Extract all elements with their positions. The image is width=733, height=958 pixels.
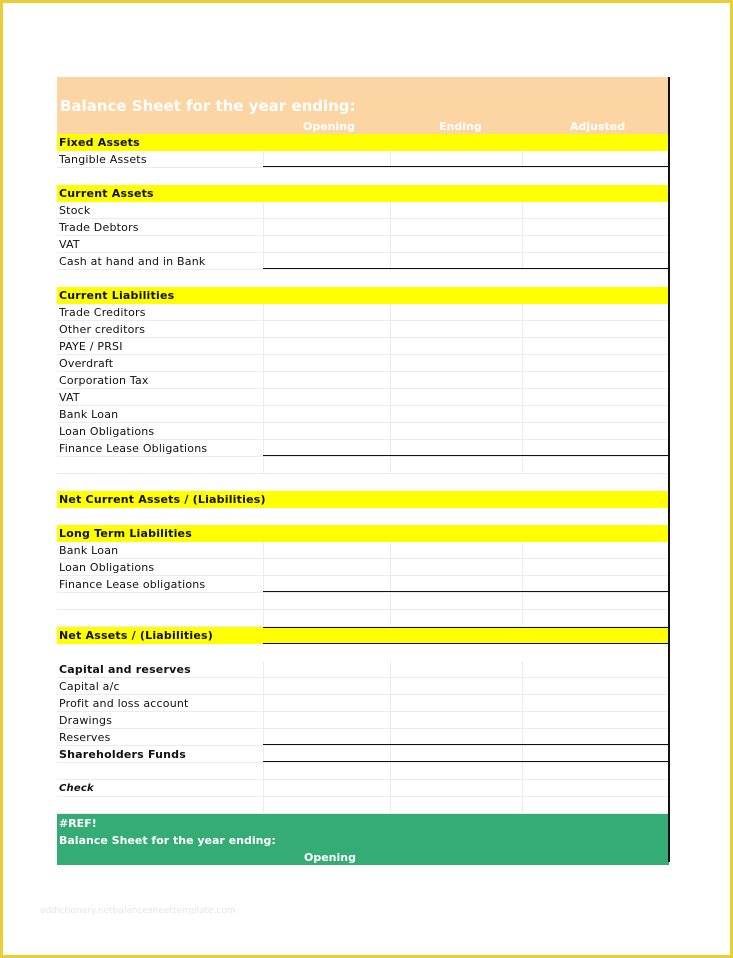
cell-divider [522, 236, 523, 252]
row-label: Loan Obligations [59, 561, 155, 574]
table-row [57, 729, 669, 746]
balance-sheet [57, 77, 669, 865]
cell-divider [390, 729, 391, 745]
table-row [57, 321, 669, 338]
table-row [57, 593, 669, 610]
row-label: VAT [59, 391, 80, 404]
row-label: Net Current Assets / (Liabilities) [59, 493, 266, 506]
cell-divider [390, 576, 391, 592]
ref-error: #REF! [59, 817, 97, 830]
cell-divider [522, 338, 523, 354]
row-label: Fixed Assets [59, 136, 140, 149]
table-row [57, 355, 669, 372]
cell-divider [263, 151, 264, 167]
cell-divider [522, 576, 523, 592]
table-row [57, 763, 669, 780]
table-row [57, 372, 669, 389]
section-header-row [57, 287, 669, 304]
table-row [57, 678, 669, 695]
cell-divider [522, 797, 523, 813]
cell-divider [263, 763, 264, 779]
row-label: Stock [59, 204, 91, 217]
section-header-row [57, 185, 669, 202]
table-row [57, 253, 669, 270]
cell-divider [263, 202, 264, 218]
total-rule [263, 268, 669, 269]
cell-divider [522, 780, 523, 796]
table-row [57, 576, 669, 593]
row-label: Other creditors [59, 323, 146, 336]
sheet-rows [57, 134, 669, 814]
sheet-footer [57, 814, 669, 865]
cell-divider [390, 406, 391, 422]
total-rule [263, 761, 669, 762]
section-header-row [57, 134, 669, 151]
table-row [57, 661, 669, 678]
row-label: Net Assets / (Liabilities) [59, 629, 213, 642]
cell-divider [390, 151, 391, 167]
cell-divider [390, 304, 391, 320]
cell-divider [263, 746, 264, 762]
row-label: Finance Lease Obligations [59, 442, 208, 455]
cell-divider [522, 372, 523, 388]
total-rule [263, 455, 669, 456]
cell-divider [522, 355, 523, 371]
cell-divider [263, 576, 264, 592]
total-rule [263, 627, 669, 628]
cell-divider [390, 355, 391, 371]
total-rule [263, 744, 669, 745]
table-row [57, 695, 669, 712]
sheet-right-border [668, 77, 670, 862]
cell-divider [263, 338, 264, 354]
table-row [57, 457, 669, 474]
row-label: Overdraft [59, 357, 114, 370]
cell-divider [390, 678, 391, 694]
cell-divider [390, 559, 391, 575]
row-label: Bank Loan [59, 544, 119, 557]
cell-divider [390, 610, 391, 626]
column-opening: Opening [303, 120, 355, 133]
cell-divider [390, 219, 391, 235]
cell-divider [390, 746, 391, 762]
cell-divider [522, 406, 523, 422]
row-label: Trade Debtors [59, 221, 139, 234]
cell-divider [522, 389, 523, 405]
cell-divider [263, 593, 264, 609]
cell-divider [390, 423, 391, 439]
row-label: Capital and reserves [59, 663, 191, 676]
row-label: Current Liabilities [59, 289, 175, 302]
row-label: Corporation Tax [59, 374, 149, 387]
table-row [57, 270, 669, 287]
cell-divider [390, 712, 391, 728]
cell-divider [522, 304, 523, 320]
table-row [57, 406, 669, 423]
table-row [57, 304, 669, 321]
row-label: Finance Lease obligations [59, 578, 206, 591]
cell-divider [390, 202, 391, 218]
row-label: Shareholders Funds [59, 748, 187, 761]
table-row [57, 440, 669, 457]
cell-divider [263, 219, 264, 235]
cell-divider [522, 202, 523, 218]
row-label: Profit and loss account [59, 697, 189, 710]
row-label: Bank Loan [59, 408, 119, 421]
cell-divider [263, 355, 264, 371]
table-row [57, 168, 669, 185]
cell-divider [263, 406, 264, 422]
cell-divider [263, 304, 264, 320]
cell-divider [522, 559, 523, 575]
table-row [57, 389, 669, 406]
row-label: PAYE / PRSI [59, 340, 123, 353]
cell-divider [390, 236, 391, 252]
cell-divider [390, 797, 391, 813]
table-row [57, 236, 669, 253]
cell-divider [522, 423, 523, 439]
total-rule [263, 591, 669, 592]
table-row [57, 423, 669, 440]
table-row [57, 644, 669, 661]
cell-divider [522, 746, 523, 762]
cell-divider [263, 321, 264, 337]
cell-divider [522, 321, 523, 337]
cell-divider [263, 423, 264, 439]
cell-divider [522, 457, 523, 473]
table-row [57, 542, 669, 559]
cell-divider [263, 542, 264, 558]
section-header-row [57, 627, 669, 644]
cell-divider [263, 678, 264, 694]
row-label: Trade Creditors [59, 306, 146, 319]
table-row [57, 746, 669, 763]
section-header-row [57, 491, 669, 508]
row-label: VAT [59, 238, 80, 251]
cell-divider [522, 695, 523, 711]
cell-divider [390, 542, 391, 558]
table-row [57, 780, 669, 797]
sheet-header [57, 77, 669, 134]
section-header-row [57, 525, 669, 542]
cell-divider [390, 661, 391, 677]
footer-title: Balance Sheet for the year ending: [59, 834, 276, 847]
cell-divider [263, 559, 264, 575]
row-label: Capital a/c [59, 680, 120, 693]
row-label: Check [59, 783, 94, 794]
column-adjusted: Adjusted [570, 120, 626, 133]
cell-divider [390, 372, 391, 388]
table-row [57, 508, 669, 525]
row-label: Drawings [59, 714, 113, 727]
cell-divider [263, 661, 264, 677]
cell-divider [390, 457, 391, 473]
cell-divider [263, 780, 264, 796]
table-row [57, 559, 669, 576]
table-row [57, 797, 669, 814]
column-ending: Ending [439, 120, 482, 133]
sheet-title: Balance Sheet for the year ending: [60, 97, 356, 115]
cell-divider [263, 610, 264, 626]
cell-divider [390, 253, 391, 269]
cell-divider [522, 593, 523, 609]
cell-divider [522, 253, 523, 269]
cell-divider [522, 542, 523, 558]
row-label: Loan Obligations [59, 425, 155, 438]
cell-divider [390, 440, 391, 456]
cell-divider [522, 729, 523, 745]
cell-divider [263, 440, 264, 456]
cell-divider [263, 797, 264, 813]
footer-opening: Opening [304, 851, 356, 864]
cell-divider [522, 151, 523, 167]
table-row [57, 474, 669, 491]
cell-divider [522, 763, 523, 779]
cell-divider [263, 457, 264, 473]
cell-divider [263, 389, 264, 405]
cell-divider [263, 712, 264, 728]
cell-divider [263, 253, 264, 269]
cell-divider [390, 780, 391, 796]
row-label: Long Term Liabilities [59, 527, 192, 540]
table-row [57, 338, 669, 355]
cell-divider [522, 712, 523, 728]
row-label: Current Assets [59, 187, 154, 200]
cell-divider [522, 610, 523, 626]
cell-divider [390, 763, 391, 779]
cell-divider [390, 389, 391, 405]
table-row [57, 202, 669, 219]
watermark: addictionary.netbalancesheettemplate.com [40, 906, 236, 916]
cell-divider [522, 219, 523, 235]
cell-divider [522, 661, 523, 677]
cell-divider [390, 695, 391, 711]
cell-divider [522, 678, 523, 694]
cell-divider [263, 372, 264, 388]
row-label: Tangible Assets [59, 153, 147, 166]
table-row [57, 712, 669, 729]
table-row [57, 610, 669, 627]
table-row [57, 219, 669, 236]
cell-divider [390, 338, 391, 354]
cell-divider [390, 593, 391, 609]
cell-divider [263, 695, 264, 711]
cell-divider [390, 321, 391, 337]
total-rule [263, 166, 669, 167]
cell-divider [263, 236, 264, 252]
row-label: Reserves [59, 731, 111, 744]
row-label: Cash at hand and in Bank [59, 255, 206, 268]
cell-divider [522, 440, 523, 456]
cell-divider [263, 729, 264, 745]
table-row [57, 151, 669, 168]
